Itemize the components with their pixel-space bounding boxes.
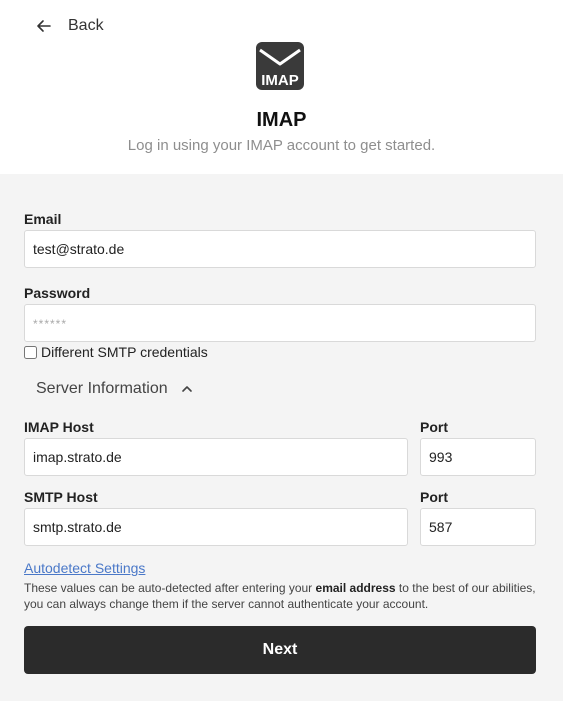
back-label: Back [68,17,104,34]
smtp-port-label: Port [420,489,448,505]
autodetect-settings-link[interactable]: Autodetect Settings [24,560,146,576]
smtp-credentials-label: Different SMTP credentials [41,344,208,360]
logo-text: IMAP [261,72,299,89]
next-button[interactable]: Next [24,626,536,674]
password-field[interactable] [24,304,536,342]
email-field[interactable] [24,230,536,268]
help-text-part2: to the best of our abilities, you can always change them if the server cannot authenticate your account. [24,581,536,611]
smtp-host-label: SMTP Host [24,489,98,505]
imap-port-field[interactable] [420,438,536,476]
imap-port-label: Port [420,419,448,435]
password-label: Password [24,285,91,301]
imap-host-label: IMAP Host [24,419,94,435]
header-area [0,0,563,174]
email-label: Email [24,211,62,227]
back-button[interactable] [34,14,104,38]
autodetect-help-text [24,580,544,612]
server-information-heading: Server Information [36,380,168,397]
imap-host-field[interactable] [24,438,408,476]
page-subtitle: Log in using your IMAP account to get started. [127,137,436,154]
imap-envelope-icon [255,41,305,91]
help-text-part1: These values can be auto-detected after entering your [24,581,316,595]
server-information-toggle[interactable] [36,380,194,398]
chevron-up-icon [180,382,194,396]
smtp-host-field[interactable] [24,508,408,546]
arrow-left-icon [34,16,54,36]
page-title: IMAP [256,109,307,131]
help-text-bold: email address [315,581,396,595]
smtp-credentials-checkbox[interactable] [24,346,37,359]
smtp-port-field[interactable] [420,508,536,546]
smtp-credentials-toggle[interactable] [24,344,208,360]
